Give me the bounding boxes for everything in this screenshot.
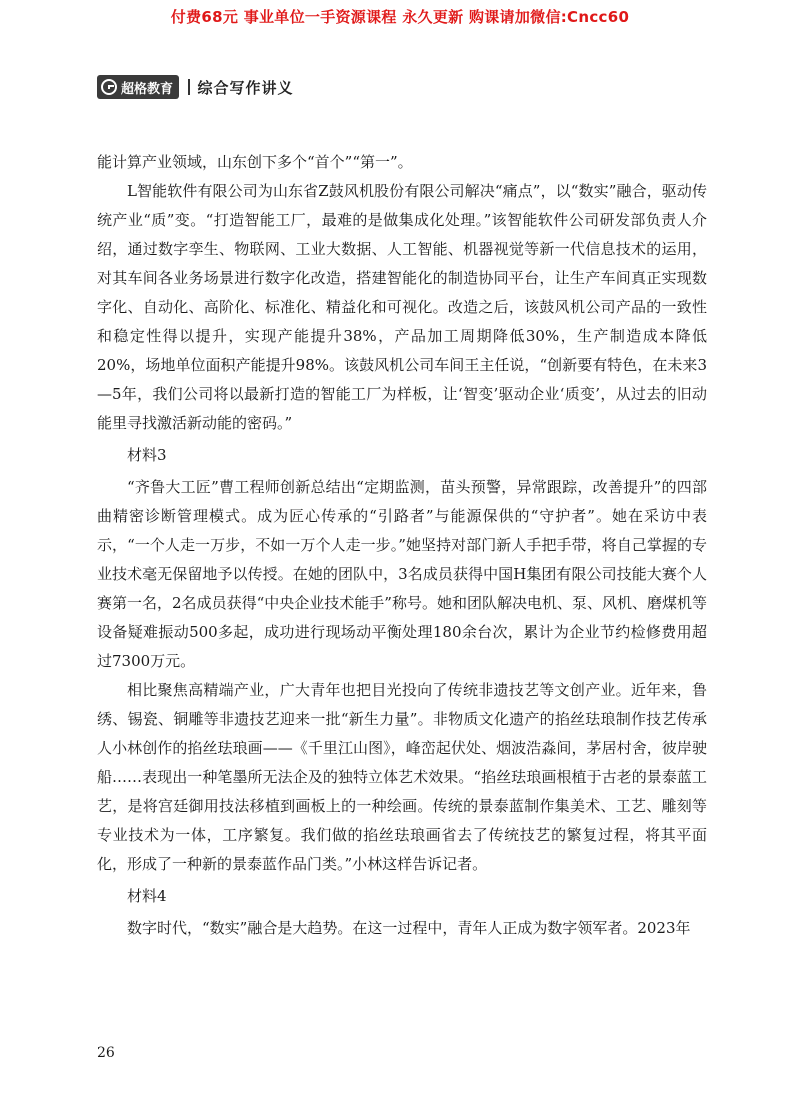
logo-text: 超格教育 xyxy=(121,81,174,97)
document-body xyxy=(97,148,707,943)
page-header xyxy=(97,74,294,100)
header-divider xyxy=(188,79,190,95)
section-heading-material-3: 材料3 xyxy=(127,446,167,464)
paragraph: L智能软件有限公司为山东省Z鼓风机股份有限公司解决“痛点”，以“数实”融合，驱动传统产业“质”变。“打造智能工厂，最难的是做集成化处理。”该智能软件公司研发部负责人介绍，通过数字孪生、物联网、工业大数据、人工智能、机器视觉等新一代信息技术的运用，对其车间各业务场景进行数字化改造，搭建智能化的制造协同平台，让生产车间真正实现数字化、自动化、高阶化、标准化、精益化和可视化。改造之后，该鼓风机公司产品的一致性和稳定性得以提升，实现产能提升38%，产品加工周期降低30%，生产制造成本降低20%，场地单位面积产能提升98%。该鼓风机公司车间王主任说，“创新要有特色，在未来3—5年，我们公司将以最新打造的智能工厂为样板，让‘智变’驱动企业‘质变’，从过去的旧动能里寻找激活新动能的密码。” xyxy=(97,182,707,432)
logo-icon xyxy=(101,79,117,95)
paragraph: 数字时代，“数实”融合是大趋势。在这一过程中，青年人正成为数字领军者。2023年 xyxy=(127,919,691,937)
document-title: 综合写作讲义 xyxy=(197,78,294,97)
paragraph-continuation: 能计算产业领域，山东创下多个“首个”“第一”。 xyxy=(97,153,413,171)
paragraph: 相比聚焦高精端产业，广大青年也把目光投向了传统非遗技艺等文创产业。近年来，鲁绣、锡瓷、铜雕等非遗技艺迎来一批“新生力量”。非物质文化遗产的掐丝珐琅制作技艺传承人小林创作的掐丝珐琅画——《千里江山图》，峰峦起伏处、烟波浩淼间，茅居村舍，彼岸驶船……表现出一种笔墨所无法企及的独特立体艺术效果。“掐丝珐琅画根植于古老的景泰蓝工艺，是将宫廷御用技法移植到画板上的一种绘画。传统的景泰蓝制作集美术、工艺、雕刻等专业技术为一体，工序繁复。我们做的掐丝珐琅画省去了传统技艺的繁复过程，将其平面化，形成了一种新的景泰蓝作品门类。”小林这样告诉记者。 xyxy=(97,681,707,873)
brand-logo xyxy=(97,75,179,99)
page-number: 26 xyxy=(97,1045,115,1061)
paragraph: “齐鲁大工匠”曹工程师创新总结出“定期监测，苗头预警，异常跟踪，改善提升”的四部曲精密诊断管理模式。成为匠心传承的“引路者”与能源保供的“守护者”。她在采访中表示，“一个人走一万步，不如一万个人走一步。”她坚持对部门新人手把手带，将自己掌握的专业技术毫无保留地予以传授。在她的团队中，3名成员获得中国H集团有限公司技能大赛个人赛第一名，2名成员获得“中央企业技术能手”称号。她和团队解决电机、泵、风机、磨煤机等设备疑难振动500多起，成功进行现场动平衡处理180余台次，累计为企业节约检修费用超过7300万元。 xyxy=(97,478,707,670)
watermark-banner: 付费68元 事业单位一手资源课程 永久更新 购课请加微信:Cncc60 xyxy=(170,8,630,26)
section-heading-material-4: 材料4 xyxy=(127,887,167,905)
